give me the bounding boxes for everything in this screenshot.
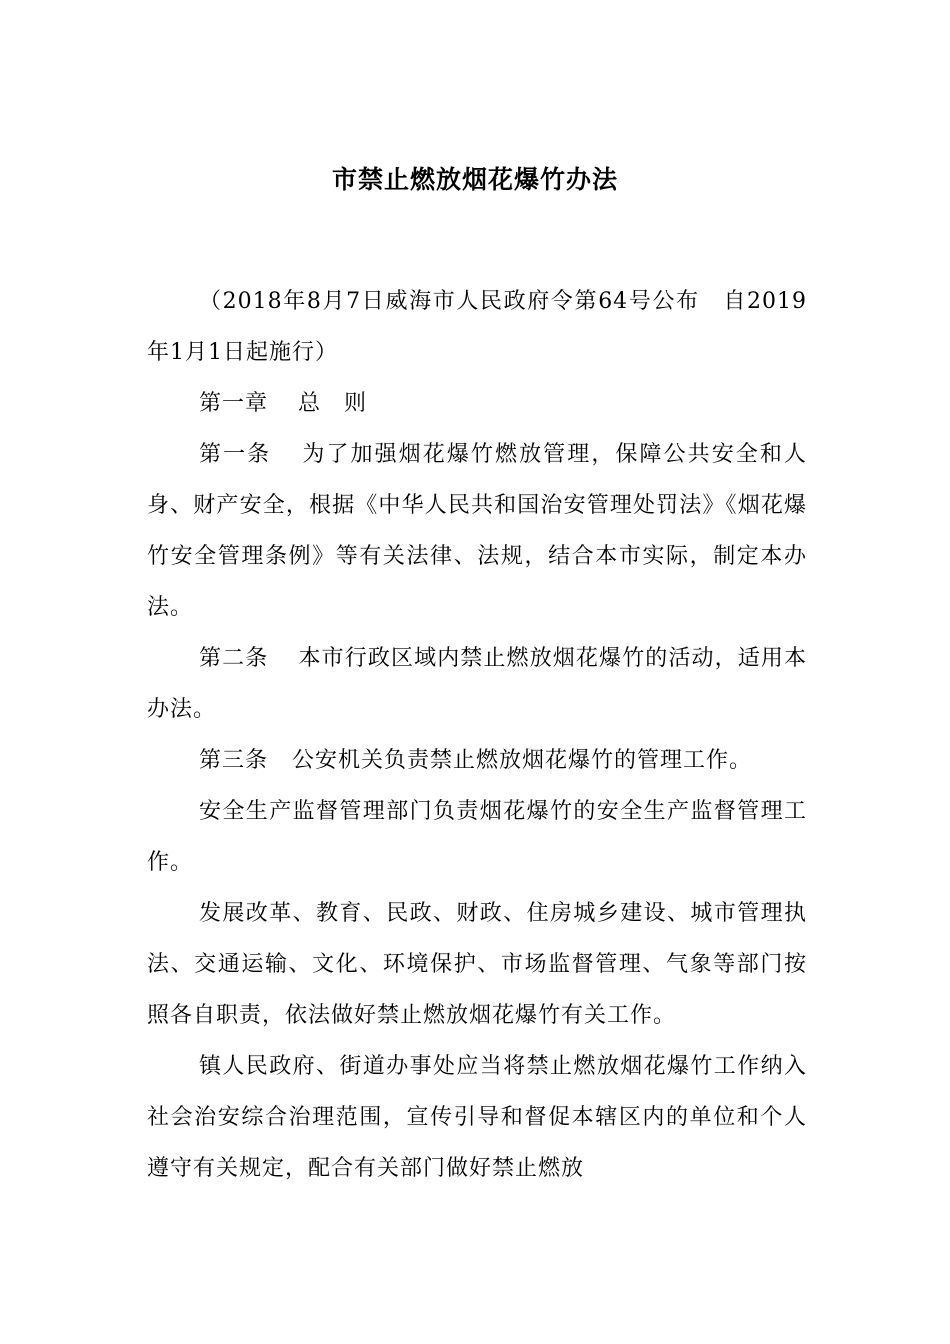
article-label: 第二条 [199, 646, 269, 671]
chapter-name: 总 则 [298, 391, 368, 416]
chapter-heading [147, 378, 807, 429]
article-label: 第一条 [199, 442, 272, 467]
article-text: 公安机关负责禁止燃放烟花爆竹的管理工作。 [292, 748, 753, 773]
article-1 [147, 429, 807, 633]
paragraph: 安全生产监督管理部门负责烟花爆竹的安全生产监督管理工作。 [147, 799, 807, 875]
article-label: 第三条 [199, 748, 269, 773]
article-text: 本市行政区域内禁止燃放烟花爆竹的活动，适用本办法。 [147, 646, 807, 722]
paragraph: 发展改革、教育、民政、财政、住房城乡建设、城市管理执法、交通运输、文化、环境保护、市场监督管理、气象等部门按照各自职责，依法做好禁止燃放烟花爆竹有关工作。 [147, 901, 807, 1028]
article-3 [147, 735, 807, 786]
document-body [147, 276, 807, 1194]
paragraph: 镇人民政府、街道办事处应当将禁止燃放烟花爆竹工作纳入社会治安综合治理范围，宣传引导和督促本辖区内的单位和个人遵守有关规定，配合有关部门做好禁止燃放 [147, 1054, 807, 1181]
article-2 [147, 633, 807, 735]
article-text: 为了加强烟花爆竹燃放管理，保障公共安全和人身、财产安全，根据《中华人民共和国治安管理处罚法》《烟花爆竹安全管理条例》等有关法律、法规，结合本市实际，制定本办法。 [147, 442, 807, 620]
document-title: 市禁止燃放烟花爆竹办法 [331, 165, 618, 194]
chapter-label: 第一章 [199, 391, 269, 416]
promulgation-note: （2018年8月7日威海市人民政府令第64号公布 自2019年1月1日起施行） [147, 289, 807, 365]
